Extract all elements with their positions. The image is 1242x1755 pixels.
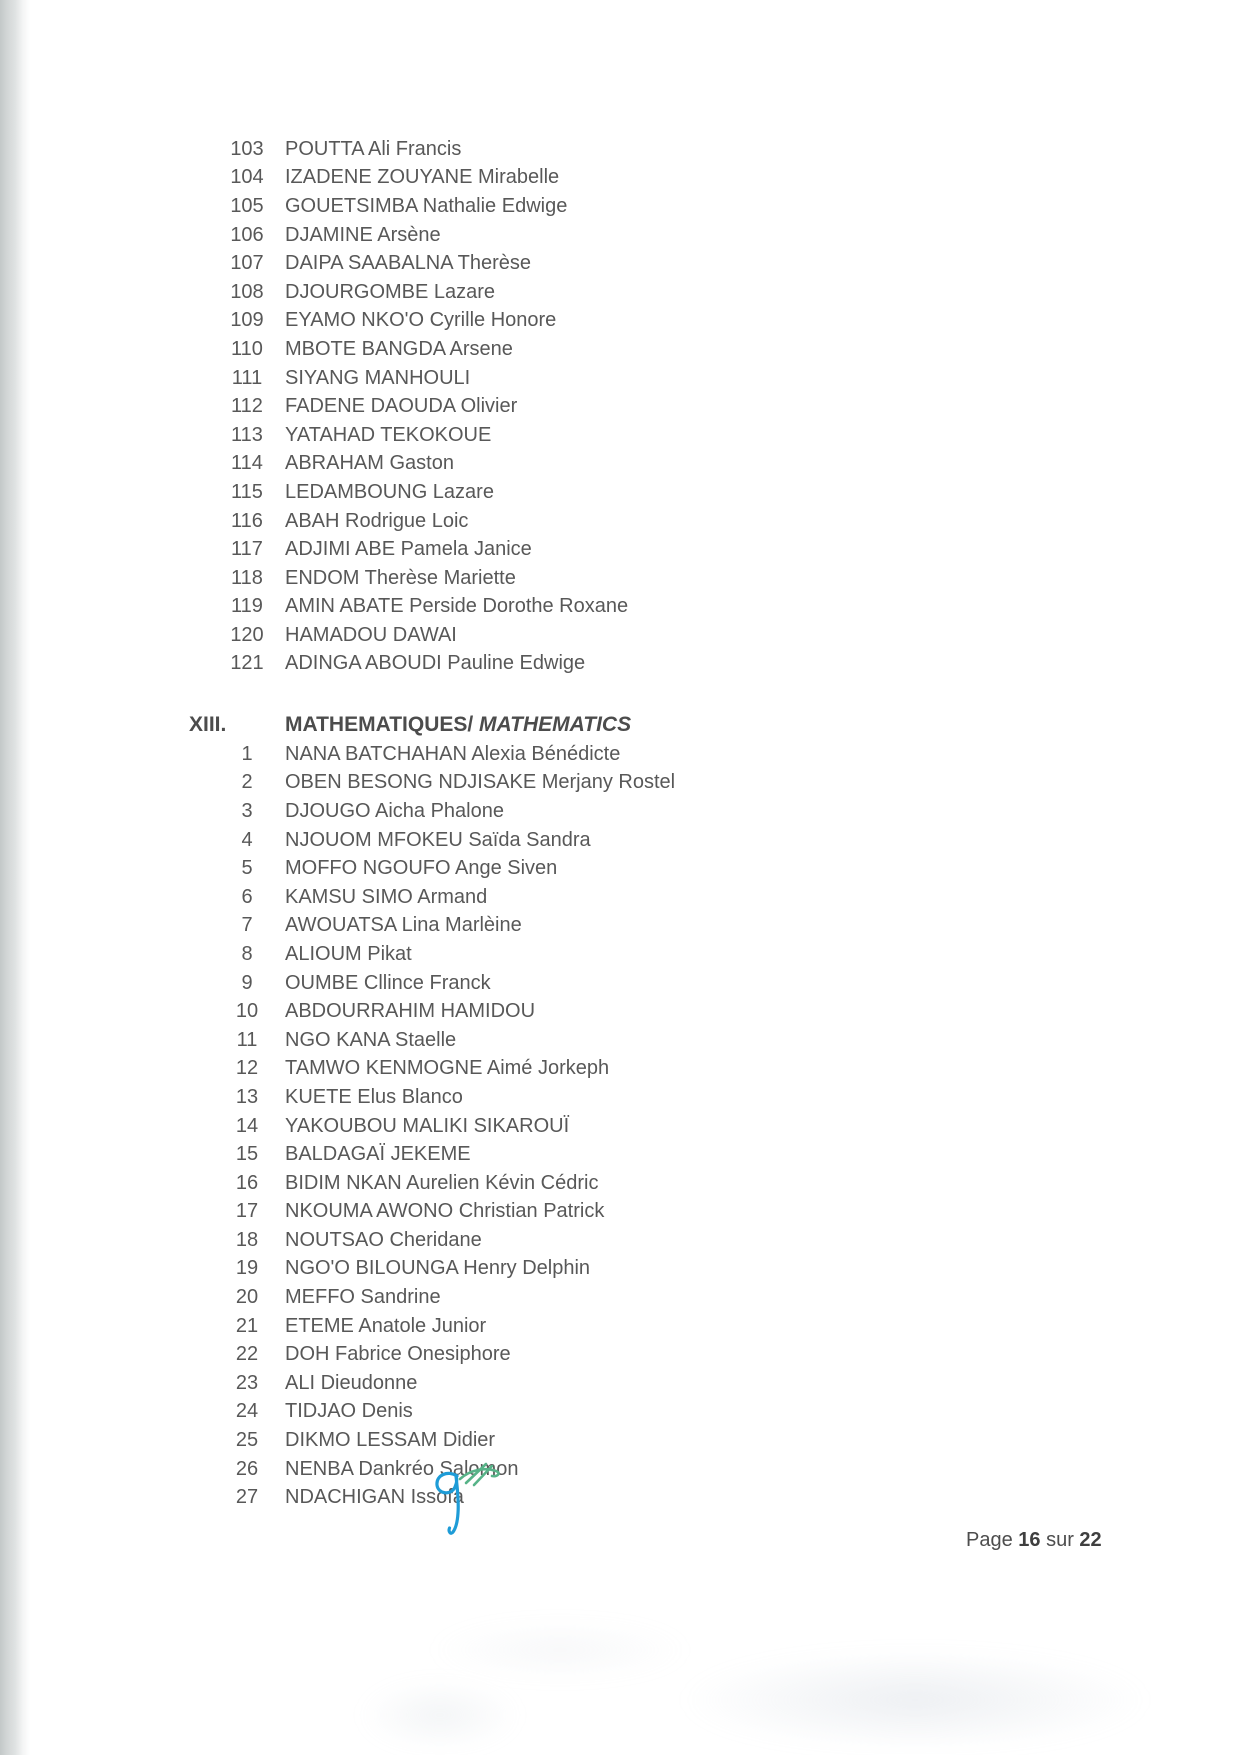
- entry-number: 16: [235, 1171, 259, 1194]
- entry-name: ABDOURRAHIM HAMIDOU: [285, 1000, 536, 1023]
- entry-name: NOUTSAO Cheridane: [285, 1228, 482, 1251]
- entry-name: BALDAGAÏ JEKEME: [285, 1143, 471, 1166]
- list-item: [228, 1369, 675, 1398]
- entry-number: 22: [235, 1343, 259, 1366]
- entry-name: ABAH Rodrigue Loic: [285, 509, 469, 532]
- entry-name: OBEN BESONG NDJISAKE Merjany Rostel: [285, 771, 676, 794]
- entry-name: NDACHIGAN Issofa: [285, 1486, 464, 1509]
- entry-number: 1: [241, 742, 253, 765]
- entry-number: 4: [241, 828, 253, 851]
- list-item: [228, 249, 628, 278]
- entry-number: 115: [231, 480, 263, 503]
- signature-green-stroke: [466, 1464, 492, 1485]
- section-title-french: MATHEMATIQUES/: [285, 713, 474, 736]
- entry-number: 109: [230, 309, 264, 332]
- scan-edge-shadow: [0, 0, 30, 1755]
- entry-number: 104: [230, 166, 264, 189]
- entry-name: LEDAMBOUNG Lazare: [285, 480, 494, 503]
- list-item: [228, 192, 628, 221]
- list-item: [228, 1340, 675, 1369]
- entry-name: ADINGA ABOUDI Pauline Edwige: [285, 652, 586, 675]
- entry-number: 17: [235, 1200, 259, 1223]
- list-item: [228, 392, 628, 421]
- entry-name: FADENE DAOUDA Olivier: [285, 395, 518, 418]
- entry-number: 106: [230, 223, 264, 246]
- list-item: [228, 1255, 675, 1284]
- scan-bleedthrough: [360, 1680, 520, 1750]
- list-item: [228, 1026, 675, 1055]
- candidate-list-mathematics: [228, 740, 675, 1512]
- entry-number: 118: [231, 566, 263, 589]
- entry-number: 15: [235, 1143, 259, 1166]
- list-item: [228, 912, 675, 941]
- entry-name: ALI Dieudonne: [285, 1371, 418, 1394]
- list-item: [228, 1198, 675, 1227]
- scan-bleedthrough: [680, 1650, 1150, 1750]
- entry-name: AWOUATSA Lina Marlèine: [285, 914, 522, 937]
- entry-name: HAMADOU DAWAI: [285, 623, 457, 646]
- entry-name: AMIN ABATE Perside Dorothe Roxane: [285, 595, 629, 618]
- entry-number: 26: [235, 1457, 259, 1480]
- list-item: [228, 1398, 675, 1427]
- entry-name: YAKOUBOU MALIKI SIKAROUÏ: [285, 1114, 570, 1137]
- entry-name: BIDIM NKAN Aurelien Kévin Cédric: [285, 1171, 599, 1194]
- entry-name: KUETE Elus Blanco: [285, 1085, 463, 1108]
- list-item: [228, 940, 675, 969]
- entry-number: 21: [235, 1314, 259, 1337]
- section-title: [285, 713, 631, 737]
- entry-name: TIDJAO Denis: [285, 1400, 413, 1423]
- list-item: [228, 421, 628, 450]
- candidate-list-continuation: [228, 135, 628, 678]
- entry-name: DJOUGO Aicha Phalone: [285, 799, 504, 822]
- entry-number: 19: [235, 1257, 259, 1280]
- list-item: [228, 1312, 675, 1341]
- entry-name: DIKMO LESSAM Didier: [285, 1429, 496, 1452]
- entry-name: DJAMINE Arsène: [285, 223, 441, 246]
- list-item: [228, 621, 628, 650]
- entry-name: OUMBE Cllince Franck: [285, 971, 491, 994]
- entry-number: 117: [231, 538, 263, 561]
- entry-name: ABRAHAM Gaston: [285, 452, 454, 475]
- list-item: [228, 135, 628, 164]
- list-item: [228, 364, 628, 393]
- entry-name: DAIPA SAABALNA Therèse: [285, 252, 532, 275]
- section-header-mathematics: [189, 710, 631, 740]
- entry-number: 112: [231, 395, 263, 418]
- entry-number: 113: [231, 423, 263, 446]
- list-item: [228, 997, 675, 1026]
- footer-page-number: 16: [1018, 1529, 1041, 1551]
- list-item: [228, 826, 675, 855]
- entry-name: NKOUMA AWONO Christian Patrick: [285, 1200, 605, 1223]
- entry-name: NGO KANA Staelle: [285, 1028, 457, 1051]
- signature-green-stroke: [460, 1469, 499, 1479]
- entry-number: 23: [235, 1371, 259, 1394]
- list-item: [228, 164, 628, 193]
- list-item: [228, 307, 628, 336]
- entry-name: IZADENE ZOUYANE Mirabelle: [285, 166, 560, 189]
- entry-name: GOUETSIMBA Nathalie Edwige: [285, 194, 568, 217]
- list-item: [228, 535, 628, 564]
- entry-number: 121: [230, 652, 264, 675]
- list-item: [228, 883, 675, 912]
- entry-number: 20: [235, 1286, 259, 1309]
- list-item: [228, 450, 628, 479]
- entry-number: 111: [231, 366, 263, 389]
- entry-number: 5: [241, 857, 253, 880]
- list-item: [228, 1226, 675, 1255]
- entry-number: 24: [235, 1400, 259, 1423]
- entry-number: 14: [235, 1114, 259, 1137]
- list-item: [228, 769, 675, 798]
- entry-name: MBOTE BANGDA Arsene: [285, 337, 513, 360]
- entry-number: 10: [235, 1000, 259, 1023]
- entry-name: EYAMO NKO'O Cyrille Honore: [285, 309, 557, 332]
- list-item: [228, 740, 675, 769]
- list-item: [228, 854, 675, 883]
- entry-number: 25: [235, 1429, 259, 1452]
- list-item: [228, 1055, 675, 1084]
- entry-number: 8: [241, 942, 253, 965]
- entry-number: 107: [230, 252, 264, 275]
- entry-name: ENDOM Therèse Mariette: [285, 566, 516, 589]
- entry-name: NANA BATCHAHAN Alexia Bénédicte: [285, 742, 621, 765]
- list-item: [228, 564, 628, 593]
- entry-name: ETEME Anatole Junior: [285, 1314, 487, 1337]
- list-item: [228, 969, 675, 998]
- footer-total-pages: 22: [1079, 1529, 1102, 1551]
- scan-bleedthrough: [430, 1620, 690, 1680]
- entry-number: 3: [241, 799, 253, 822]
- list-item: [228, 221, 628, 250]
- entry-number: 9: [241, 971, 253, 994]
- entry-number: 12: [235, 1057, 259, 1080]
- entry-name: MEFFO Sandrine: [285, 1286, 441, 1309]
- entry-number: 7: [241, 914, 253, 937]
- entry-number: 119: [231, 595, 263, 618]
- entry-number: 108: [230, 280, 264, 303]
- list-item: [228, 1426, 675, 1455]
- entry-number: 27: [235, 1486, 259, 1509]
- list-item: [228, 797, 675, 826]
- section-numeral: XIII.: [189, 713, 227, 736]
- entry-name: NGO'O BILOUNGA Henry Delphin: [285, 1257, 591, 1280]
- entry-number: 18: [235, 1228, 259, 1251]
- entry-name: YATAHAD TEKOKOUE: [285, 423, 492, 446]
- handwritten-signature: [424, 1458, 510, 1554]
- entry-name: ALIOUM Pikat: [285, 942, 412, 965]
- entry-number: 116: [231, 509, 263, 532]
- signature-blue-stroke: [437, 1473, 458, 1533]
- page-footer: [966, 1529, 1102, 1552]
- entry-number: 114: [231, 452, 263, 475]
- entry-number: 105: [230, 194, 264, 217]
- entry-number: 103: [230, 137, 264, 160]
- entry-number: 13: [235, 1085, 259, 1108]
- entry-name: NENBA Dankréo Salomon: [285, 1457, 519, 1480]
- entry-number: 11: [236, 1028, 258, 1051]
- entry-name: MOFFO NGOUFO Ange Siven: [285, 857, 558, 880]
- list-item: [228, 1112, 675, 1141]
- list-item: [228, 478, 628, 507]
- entry-number: 6: [241, 885, 253, 908]
- entry-name: DOH Fabrice Onesiphore: [285, 1343, 511, 1366]
- footer-separator: sur: [1040, 1529, 1080, 1551]
- entry-name: DJOURGOMBE Lazare: [285, 280, 496, 303]
- entry-number: 120: [230, 623, 264, 646]
- list-item: [228, 1283, 675, 1312]
- section-title-english: MATHEMATICS: [473, 713, 632, 736]
- list-item: [228, 1083, 675, 1112]
- entry-name: NJOUOM MFOKEU Saïda Sandra: [285, 828, 591, 851]
- entry-name: TAMWO KENMOGNE Aimé Jorkeph: [285, 1057, 610, 1080]
- entry-number: 2: [241, 771, 253, 794]
- list-item: [228, 593, 628, 622]
- list-item: [228, 278, 628, 307]
- list-item: [228, 1140, 675, 1169]
- entry-name: ADJIMI ABE Pamela Janice: [285, 538, 532, 561]
- entry-name: KAMSU SIMO Armand: [285, 885, 488, 908]
- list-item: [228, 650, 628, 679]
- footer-prefix: Page: [966, 1529, 1019, 1551]
- entry-name: SIYANG MANHOULI: [285, 366, 471, 389]
- list-item: [228, 335, 628, 364]
- list-item: [228, 507, 628, 536]
- entry-name: POUTTA Ali Francis: [285, 137, 462, 160]
- list-item: [228, 1169, 675, 1198]
- entry-number: 110: [231, 337, 263, 360]
